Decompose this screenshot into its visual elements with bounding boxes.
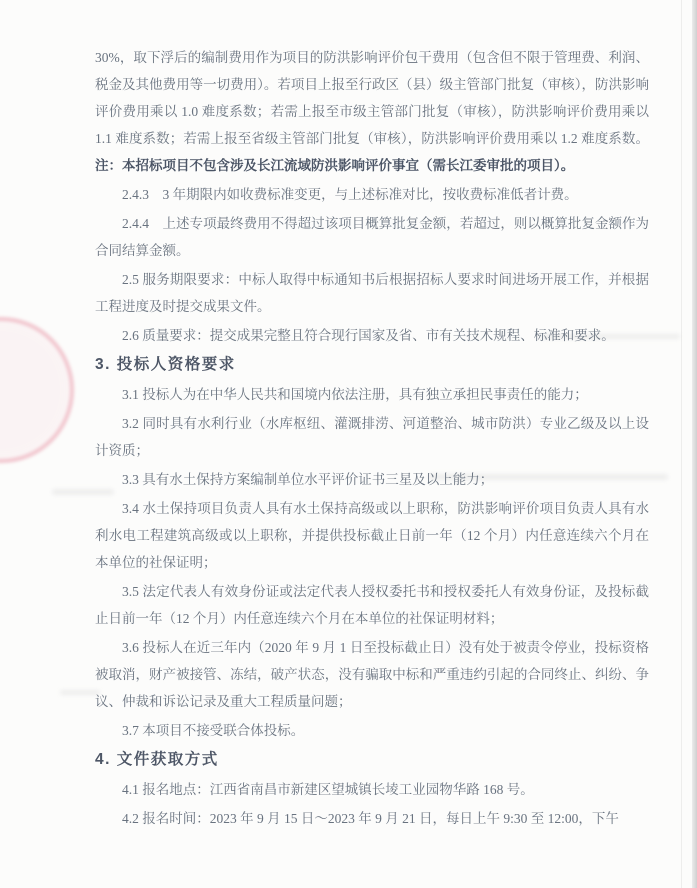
clause-2-6: 2.6 质量要求：提交成果完整且符合现行国家及省、市有关技术规程、标准和要求。 — [122, 328, 615, 343]
intro-note-bold: 注：本招标项目不包含涉及长江流域防洪影响评价事宜（需长江委审批的项目）。 — [95, 158, 575, 173]
clause-3-6: 3.6 投标人在近三年内（2020 年 9 月 1 日至投标截止日）没有处于被责令停业，投标资格被取消，财产被接管、冻结，破产状态，没有骗取中标和严重违约引起的合同终止、纠纷、争议、仲裁和诉讼记录及重大工程质量问题； — [95, 640, 649, 709]
section-heading-3: 3. 投标人资格要求 — [95, 356, 236, 373]
clause-2-5: 2.5 服务期限要求：中标人取得中标通知书后根据招标人要求时间进场开展工作，并根据工程进度及时提交成果文件。 — [95, 272, 649, 314]
clause-3-7: 3.7 本项目不接受联合体投标。 — [122, 723, 305, 738]
red-seal-stamp-arc — [0, 317, 74, 463]
clause-3-1: 3.1 投标人为在中华人民共和国境内依法注册，具有独立承担民事责任的能力； — [122, 387, 588, 402]
document-text-block — [95, 44, 649, 834]
scan-edge-line — [681, 0, 682, 888]
clause-4-1: 4.1 报名地点：江西省南昌市新建区望城镇长堎工业园物华路 168 号。 — [122, 782, 534, 797]
clause-3-3: 3.3 具有水土保持方案编制单位水平评价证书三星及以上能力； — [122, 472, 494, 487]
intro-paragraph — [95, 44, 649, 179]
section-heading-4: 4. 文件获取方式 — [95, 751, 219, 768]
clause-4-2: 4.2 报名时间：2023 年 9 月 15 日～2023 年 9 月 21 日，每日上午 9:30 至 12:00，下午 — [122, 811, 619, 826]
clause-2-4-4: 2.4.4 上述专项最终费用不得超过该项目概算批复金额，若超过，则以概算批复金额作为合同结算金额。 — [95, 216, 649, 258]
scan-smudge — [60, 690, 100, 695]
intro-text: 30%，取下浮后的编制费用作为项目的防洪影响评价包干费用（包含但不限于管理费、利润、税金及其他费用等一切费用）。若项目上报至行政区（县）级主管部门批复（审核），防洪影响评价费用乘以 1.0 难度系数；若需上报至市级主管部门批复（审核），防洪影响评价费用乘以 1.1 难度系数；若需上报至省级主管部门批复（审核），防洪影响评价费用乘以 1.2 难度系数。 — [95, 50, 649, 146]
clause-3-4: 3.4 水土保持项目负责人具有水土保持高级或以上职称，防洪影响评价项目负责人具有水利水电工程建筑高级或以上职称，并提供投标截止日前一年（12 个月）内任意连续六个月在本单位的社保证明； — [95, 501, 649, 570]
clause-2-4-3: 2.4.3 3 年期限内如收费标准变更，与上述标准对比，按收费标准低者计费。 — [122, 187, 578, 202]
scan-edge-band — [692, 0, 697, 888]
clause-3-2: 3.2 同时具有水利行业（水库枢纽、灌溉排涝、河道整治、城市防洪）专业乙级及以上设计资质； — [95, 416, 649, 458]
clause-3-5: 3.5 法定代表人有效身份证或法定代表人授权委托书和授权委托人有效身份证，及投标截止日前一年（12 个月）内任意连续六个月在本单位的社保证明材料； — [95, 584, 649, 626]
